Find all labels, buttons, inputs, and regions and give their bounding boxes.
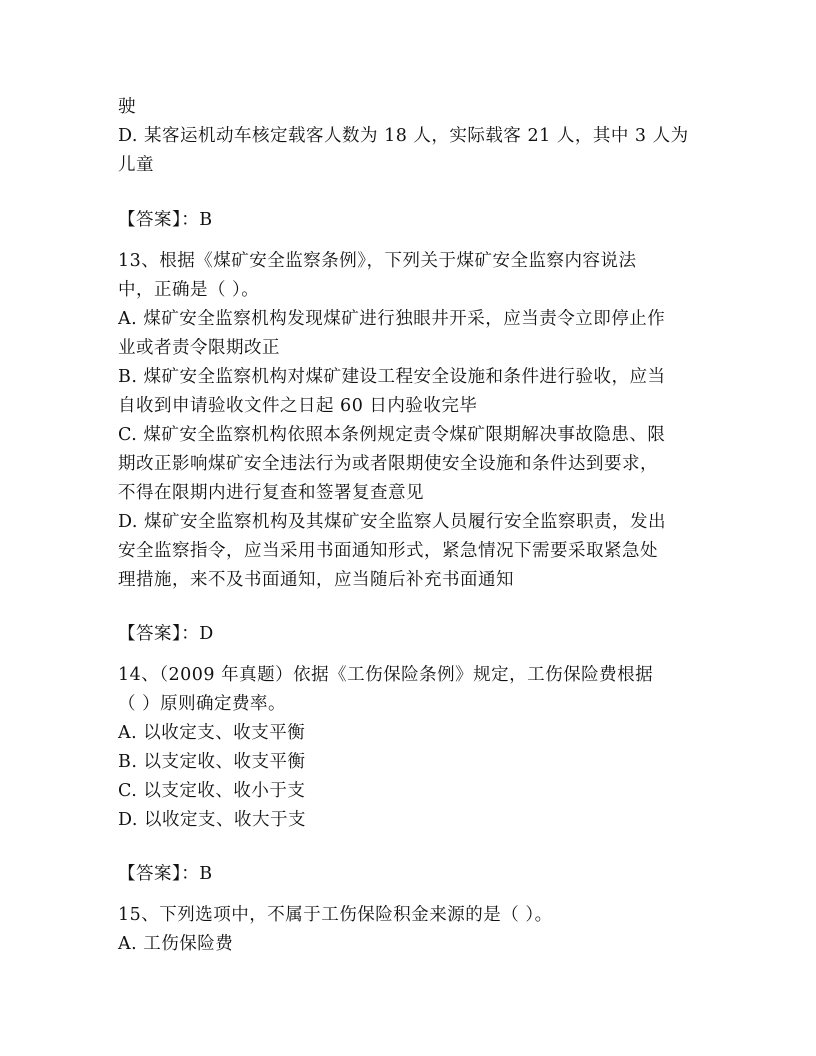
option-c-q13: C. 煤矿安全监察机构依照本条例规定责令煤矿限期解决事故隐患、限 xyxy=(118,425,666,445)
option-c-q14: C. 以支定收、收小于支 xyxy=(118,781,306,801)
answer-q12: 【答案】：B xyxy=(118,210,213,230)
answer-q14: 【答案】：B xyxy=(118,864,213,884)
question-13-cont: 中，正确是（ ）。 xyxy=(118,280,260,300)
option-a-q15: A. 工伤保险费 xyxy=(118,934,234,954)
option-b-q13-cont: 自收到申请验收文件之日起 60 日内验收完毕 xyxy=(118,396,478,416)
question-14: 14、（2009 年真题）依据《工伤保险条例》规定，工伤保险费根据 xyxy=(118,665,654,685)
option-d-q13-cont2: 理措施，来不及书面通知，应当随后补充书面通知 xyxy=(118,570,514,590)
option-b-q13: B. 煤矿安全监察机构对煤矿建设工程安全设施和条件进行验收，应当 xyxy=(118,367,666,387)
option-b-q14: B. 以支定收、收支平衡 xyxy=(118,752,306,772)
option-d-q13: D. 煤矿安全监察机构及其煤矿安全监察人员履行安全监察职责，发出 xyxy=(118,512,667,532)
answer-q13: 【答案】：D xyxy=(118,624,214,644)
question-15: 15、下列选项中，不属于工伤保险积金来源的是（ ）。 xyxy=(118,905,553,925)
option-d-q13-cont: 安全监察指令，应当采用书面通知形式，紧急情况下需要采取紧急处 xyxy=(118,541,658,561)
option-d-q12: D. 某客运机动车核定载客人数为 18 人，实际载客 21 人，其中 3 人为 xyxy=(118,126,689,146)
option-a-q13: A. 煤矿安全监察机构发现煤矿进行独眼井开采，应当责令立即停止作 xyxy=(118,309,666,329)
option-c-q13-cont: 期改正影响煤矿安全违法行为或者限期使安全设施和条件达到要求， xyxy=(118,454,658,474)
question-14-cont: （ ）原则确定费率。 xyxy=(118,694,287,714)
text-line-cont: 驶 xyxy=(118,97,136,117)
question-13: 13、根据《煤矿安全监察条例》，下列关于煤矿安全监察内容说法 xyxy=(118,251,637,271)
option-d-q14: D. 以收定支、收大于支 xyxy=(118,810,307,830)
option-d-q12-cont: 儿童 xyxy=(118,155,154,175)
option-a-q13-cont: 业或者责令限期改正 xyxy=(118,338,280,358)
option-a-q14: A. 以收定支、收支平衡 xyxy=(118,723,306,743)
option-c-q13-cont2: 不得在限期内进行复查和签署复查意见 xyxy=(118,483,424,503)
